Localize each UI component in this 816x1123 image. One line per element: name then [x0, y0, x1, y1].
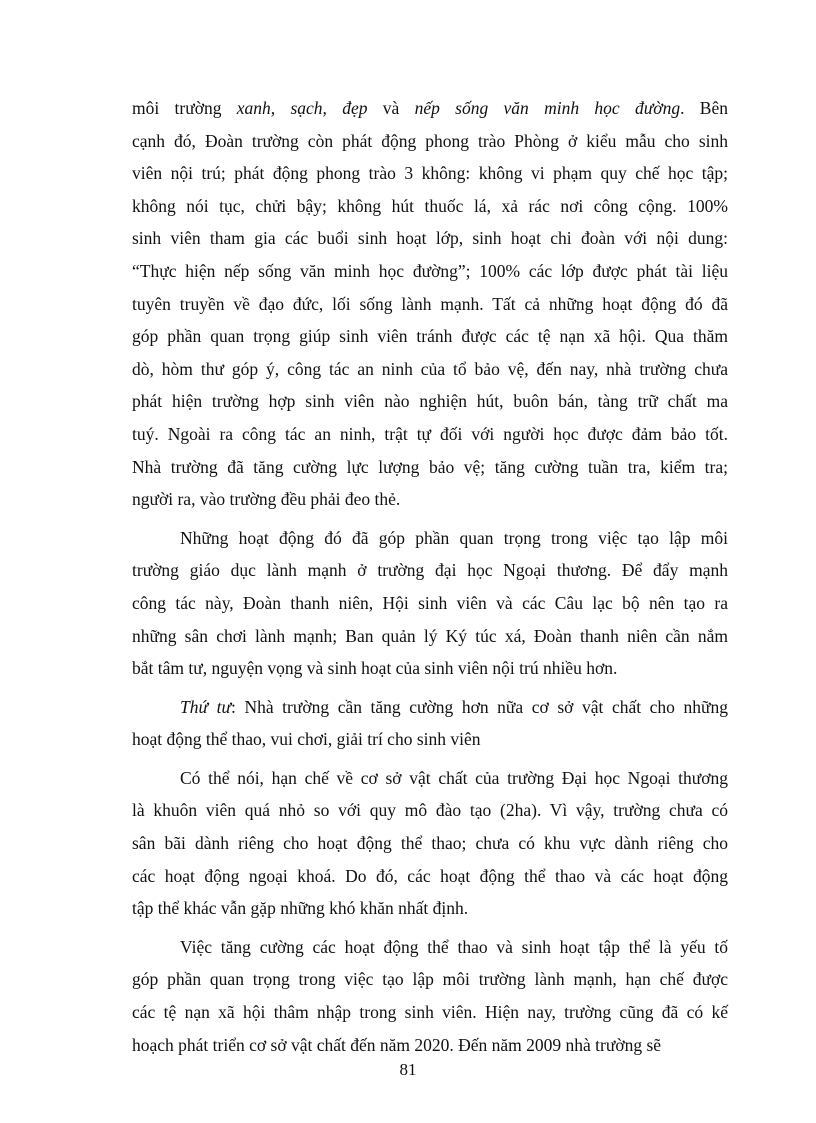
text-run: không nói tục, chửi bậy; không hút thuốc lá, xả rác nơi công cộng. 100% — [132, 195, 728, 216]
text-line — [132, 860, 728, 893]
text-line — [132, 320, 728, 353]
text-line — [132, 157, 728, 190]
text-run: hoạt động thể thao, vui chơi, giải trí cho sinh viên — [132, 729, 481, 750]
text-line — [132, 723, 728, 756]
text-run: tuyên truyền về đạo đức, lối sống lành mạnh. Tất cả những hoạt động đó đã — [132, 293, 728, 314]
text-line — [132, 762, 728, 795]
text-line — [132, 483, 728, 516]
text-line — [132, 963, 728, 996]
text-line — [132, 931, 728, 964]
italic-text: xanh, sạch, đẹp — [236, 98, 368, 118]
text-run: các hoạt động ngoại khoá. Do đó, các hoạt động thể thao và các hoạt động — [132, 865, 728, 886]
text-line — [132, 255, 728, 288]
text-run: “Thực hiện nếp sống văn minh học đường”; 100% các lớp được phát tài liệu — [132, 260, 728, 281]
text-run: công tác này, Đoàn thanh niên, Hội sinh viên và các Câu lạc bộ nên tạo ra — [132, 592, 728, 613]
text-line — [132, 691, 728, 724]
text-line — [132, 1029, 728, 1062]
text-line — [132, 554, 728, 587]
text-run: tập thể khác vẫn gặp những khó khăn nhất định. — [132, 898, 469, 919]
text-line — [132, 794, 728, 827]
text-run: Việc tăng cường các hoạt động thể thao và sinh hoạt tập thể là yếu tố — [180, 936, 728, 957]
text-run: dò, hòm thư góp ý, công tác an ninh của tổ bảo vệ, đến nay, nhà trường chưa — [132, 358, 728, 379]
text-run: cạnh đó, Đoàn trường còn phát động phong trào Phòng ở kiểu mẫu cho sinh — [132, 130, 728, 151]
text-line — [132, 892, 728, 925]
text-line — [132, 522, 728, 555]
text-run: các tệ nạn xã hội thâm nhập trong sinh viên. Hiện nay, trường cũng đã có kế — [132, 1002, 728, 1023]
text-run: sinh viên tham gia các buổi sinh hoạt lớp, sinh hoạt chi đoàn với nội dung: — [132, 228, 728, 249]
paragraph — [132, 691, 728, 756]
text-run: : Nhà trường cần tăng cường hơn nữa cơ sở vật chất cho những — [231, 696, 728, 717]
text-run: Nhà trường đã tăng cường lực lượng bảo vệ; tăng cường tuần tra, kiểm tra; — [132, 456, 728, 477]
text-line — [132, 587, 728, 620]
body-text — [132, 92, 728, 1061]
paragraph — [132, 762, 728, 925]
text-line — [132, 652, 728, 685]
text-line — [132, 222, 728, 255]
text-line — [132, 125, 728, 158]
text-line — [132, 996, 728, 1029]
text-run: góp phần quan trọng trong việc tạo lập môi trường lành mạnh, hạn chế được — [132, 969, 728, 990]
text-line — [132, 353, 728, 386]
text-run: phát hiện trường hợp sinh viên nào nghiện hút, buôn bán, tàng trữ chất ma — [132, 391, 728, 412]
text-run: viên nội trú; phát động phong trào 3 không: không vi phạm quy chế học tập; — [132, 163, 728, 184]
text-line — [132, 451, 728, 484]
text-run: là khuôn viên quá nhỏ so với quy mô đào tạo (2ha). Vì vậy, trường chưa có — [132, 800, 728, 821]
text-run: góp phần quan trọng giúp sinh viên tránh được các tệ nạn xã hội. Qua thăm — [132, 326, 728, 347]
text-line — [132, 385, 728, 418]
text-line — [132, 288, 728, 321]
text-line — [132, 620, 728, 653]
text-line — [132, 190, 728, 223]
paragraph — [132, 92, 728, 516]
text-run: người ra, vào trường đều phải đeo thẻ. — [132, 489, 401, 510]
text-run: bắt tâm tư, nguyện vọng và sinh hoạt của sinh viên nội trú nhiều hơn. — [132, 658, 618, 679]
text-run: . Bên — [680, 98, 728, 118]
italic-text: Thứ tư — [180, 696, 232, 717]
text-run: và — [367, 98, 415, 118]
text-run: Có thể nói, hạn chế về cơ sở vật chất của trường Đại học Ngoại thương — [180, 767, 728, 788]
text-run: Những hoạt động đó đã góp phần quan trọng trong việc tạo lập môi — [180, 527, 728, 548]
page-number: 81 — [399, 1060, 417, 1079]
paragraph — [132, 522, 728, 685]
paragraph — [132, 931, 728, 1061]
italic-text: nếp sống văn minh học đường — [414, 98, 681, 118]
text-run: sân bãi dành riêng cho hoạt động thể thao; chưa có khu vực dành riêng cho — [132, 833, 728, 854]
text-line — [132, 827, 728, 860]
text-run: những sân chơi lành mạnh; Ban quản lý Ký túc xá, Đoàn thanh niên cần nắm — [132, 625, 728, 646]
text-line — [132, 92, 728, 125]
text-run: tuý. Ngoài ra công tác an ninh, trật tự đối với người học được đảm bảo tốt. — [132, 423, 728, 444]
text-line — [132, 418, 728, 451]
text-run: hoạch phát triển cơ sở vật chất đến năm 2020. Đến năm 2009 nhà trường sẽ — [132, 1034, 662, 1055]
text-run: môi trường — [132, 98, 237, 118]
text-run: trường giáo dục lành mạnh ở trường đại học Ngoại thương. Để đẩy mạnh — [132, 560, 728, 581]
